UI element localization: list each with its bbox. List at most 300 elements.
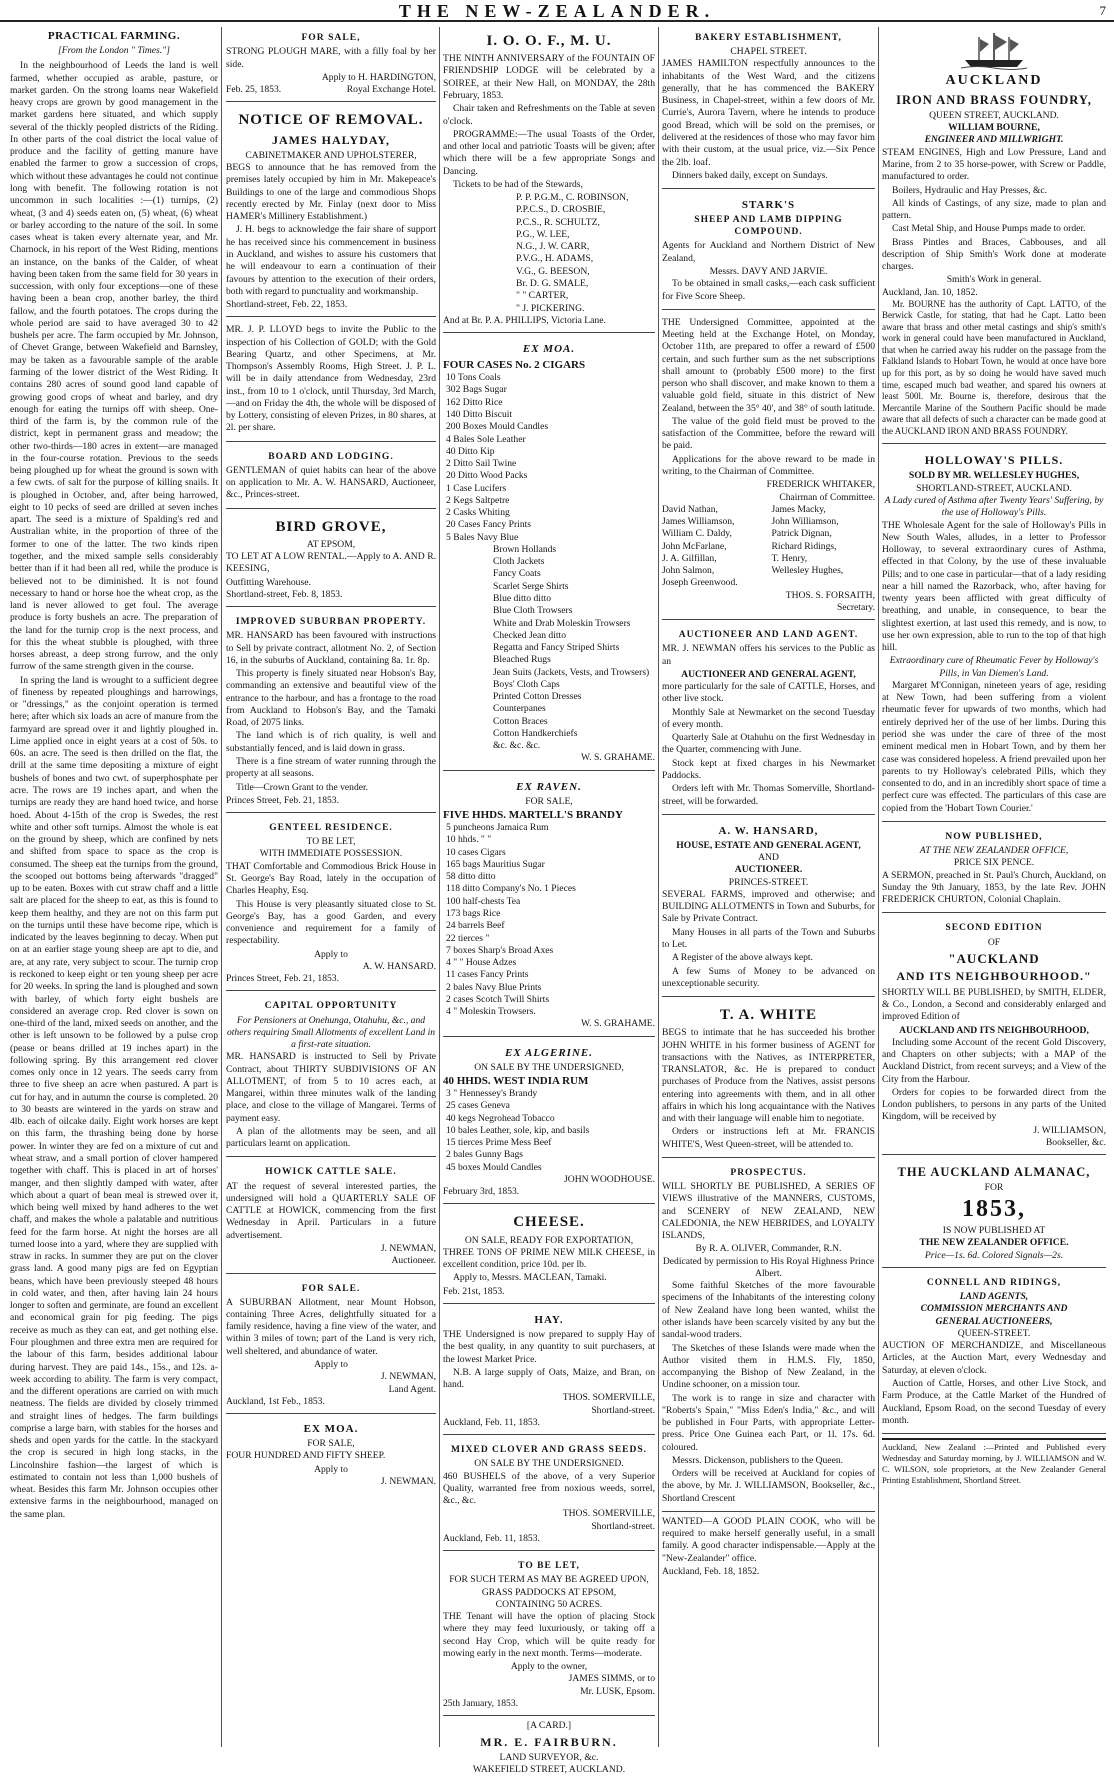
ad-name: JAMES HALYDAY, bbox=[271, 132, 391, 147]
cargo-list bbox=[443, 822, 655, 1018]
ad-text: Stock kept at fixed charges in his Newmarket Paddocks. bbox=[662, 757, 875, 781]
ad-text: SEVERAL FARMS, improved and otherwise; and BUILDING ALLOTMENTS in Town and Suburbs, for Sale by Private Contract. bbox=[662, 888, 875, 925]
list-item: Joseph Greenwood. bbox=[662, 577, 738, 589]
ad-text: A SERMON, preached in St. Paul's Church, Auckland, on Sunday the 9th January, 1853, by the late Rev. JOHN FREDERICK CHURTON, Colonial Chaplain. bbox=[882, 869, 1106, 906]
ad-signature: J. NEWMAN, bbox=[380, 1371, 436, 1383]
ad-signature: W. S. GRAHAME. bbox=[580, 752, 655, 764]
ad-subheading: QUEEN-STREET. bbox=[957, 1327, 1031, 1339]
ad-text: 460 BUSHELS of the above, of a very Superior Quality, warranted free from noxious weeds, sorrel, &c., &c. bbox=[443, 1470, 655, 1507]
ad-heading: FOR SALE. bbox=[301, 1283, 361, 1294]
ad-signature: A. W. HANSARD. bbox=[362, 960, 436, 972]
ad-heading: NOW PUBLISHED, bbox=[945, 831, 1043, 842]
ad-cheese bbox=[443, 1208, 655, 1304]
ad-subheading: LAND AGENTS, bbox=[959, 1291, 1029, 1303]
ad-text: Apply to, Messrs. MACLEAN, Tamaki. bbox=[453, 1272, 607, 1284]
ad-text: A few Sums of Money to be advanced on unexceptionable security. bbox=[662, 965, 875, 989]
list-item: 118 ditto Company's No. 1 Pieces bbox=[446, 883, 576, 895]
ad-text: MR. J. P. LLOYD begs to invite the Public to the inspection of his Collection of GOLD; with the Gold Bearing Quartz, and other Specimens, at Mr. Thompson's Assembly Rooms, High Street. J. P. L. will be in daily attendance from Wednesday, 23rd inst., from 10 to 1 o'clock, until Thursday, 3rd March,—and on Friday the 4th, the whole will be disposed of by Lottery, consisting of eleven Prizes, in 80 shares, at 2l. per share. bbox=[226, 324, 436, 434]
column-5 bbox=[882, 27, 1106, 1749]
ship-icon bbox=[959, 30, 1029, 70]
ad-apply: Apply to bbox=[314, 948, 348, 960]
ad-text: WILL SHORTLY BE PUBLISHED, A SERIES OF VIEWS illustrative of the MANNERS, CUSTOMS, and SCENERY of NEW ZEALAND, NEW CALEDONIA, the NEW HEBRIDES, and LOYALTY ISLANDS, bbox=[662, 1181, 875, 1242]
ad-heading: EX RAVEN. bbox=[516, 780, 582, 793]
list-item: 15 tierces Prime Mess Beef bbox=[446, 1137, 552, 1149]
ad-heading: HOWICK CATTLE SALE. bbox=[265, 1167, 397, 1178]
list-item: 20 Ditto Wood Packs bbox=[446, 470, 528, 482]
list-item: 100 half-chests Tea bbox=[446, 895, 521, 907]
ad-subheading: CHAPEL STREET. bbox=[730, 46, 807, 58]
ad-text: Auction of Cattle, Horses, and other Live Stock, and Farm Produce, at the Cattle Market of the Hundred of Auckland, Epsom Road, on the second Tuesday of every month. bbox=[882, 1378, 1106, 1426]
ad-signature-place: Shortland-street. bbox=[591, 1520, 655, 1532]
ad-ta-white bbox=[662, 1001, 875, 1158]
ad-subheading: PRINCES-STREET. bbox=[728, 876, 809, 888]
ad-text: All kinds of Castings, of any size, made to plan and pattern. bbox=[882, 197, 1106, 222]
ad-date: Auckland, Feb. 11, 1853. bbox=[443, 1416, 540, 1428]
ad-heading: [A CARD.] bbox=[526, 1720, 572, 1732]
list-item: Wellesley Hughes, bbox=[771, 565, 844, 577]
ad-heading: BIRD GROVE, bbox=[275, 518, 387, 535]
list-item: 40 kegs Negrohead Tobacco bbox=[446, 1112, 555, 1124]
list-item: 40 Ditto Kip bbox=[446, 445, 495, 457]
ad-subheading: FOR SALE, bbox=[307, 1438, 355, 1450]
list-item: 2 Casks Whiting bbox=[446, 507, 510, 519]
list-item: 10 cases Cigars bbox=[446, 846, 506, 858]
list-item: 11 cases Fancy Prints bbox=[446, 969, 529, 981]
ad-apply: Apply to the owner, bbox=[510, 1661, 588, 1673]
ad-signature-place: Shortland-street. bbox=[591, 1404, 655, 1416]
ad-text: STRONG PLOUGH MARE, with a filly foal by her side. bbox=[226, 46, 436, 70]
list-item: 24 barrels Beef bbox=[446, 920, 505, 932]
ad-text: The Sketches of these Islands were made when the Author visited them in H.M.S. Fly, 1850, accompanying the Bishop of New Zealand, in the Undine schooner, on a mission tour. bbox=[662, 1342, 875, 1391]
ad-heading: CHEESE. bbox=[513, 1214, 585, 1231]
list-item: Brown Hollands bbox=[493, 543, 557, 555]
ad-howick-cattle bbox=[226, 1161, 436, 1273]
ad-heading: PROSPECTUS. bbox=[730, 1167, 807, 1178]
ad-text: JAMES HAMILTON respectfully announces to the inhabitants of the West Ward, and the citizens generally, that he has commenced the BAKERY Business, in Chapel-street, within a few doors of Mr. Currie's, Aurora Tavern, where he intends to produce good Bread, which will be sold on the premises, or delivered at the residences of those who may favor him with their custom, at the usual price, viz.—Six Pence the 2lb. loaf. bbox=[662, 58, 875, 168]
ad-text: THREE TONS OF PRIME NEW MILK CHEESE, in excellent condition, price 10d. per lb. bbox=[443, 1246, 655, 1271]
ad-subheading: AT THE NEW ZEALANDER OFFICE, bbox=[919, 845, 1069, 857]
ad-heading: EX ALGERINE. bbox=[504, 1046, 593, 1059]
ad-text: WANTED—A GOOD PLAIN COOK, who will be required to make herself generally useful, in a small family. A good character indispensable.—Apply at the "New-Zealander" office. bbox=[662, 1515, 875, 1564]
list-item: 25 cases Geneva bbox=[446, 1100, 510, 1112]
list-item: P.P.C.S., D. CROSBIE, bbox=[516, 204, 606, 216]
list-item: 22 tierces " bbox=[446, 932, 490, 944]
ad-signature: JOHN WOODHOUSE. bbox=[564, 1173, 655, 1185]
ad-heading: SECOND EDITION bbox=[945, 923, 1043, 934]
ad-text: MR. HANSARD has been favoured with instructions to Sell by private contract, allotment No. 2, of Section 16, in the suburbs of Auckland, containing 8a. 1r. 8p. bbox=[226, 630, 436, 666]
list-item: White and Drab Moleskin Trowsers bbox=[493, 617, 631, 629]
list-item: James Macky, bbox=[771, 503, 826, 515]
list-item: 302 Bags Sugar bbox=[446, 384, 507, 396]
ad-subheading: QUEEN STREET, AUCKLAND. bbox=[929, 109, 1059, 121]
ad-heading: THE AUCKLAND ALMANAC, bbox=[897, 1165, 1091, 1180]
ad-heading: IMPROVED SUBURBAN PROPERTY. bbox=[235, 617, 427, 628]
list-item: T. Henry, bbox=[771, 552, 808, 564]
ad-text: more particularly for the sale of CATTLE, Horses, and other live stock. bbox=[662, 681, 875, 705]
list-item: Scarlet Serge Shirts bbox=[493, 580, 569, 592]
ad-text: Title—Crown Grant to the vender. bbox=[236, 781, 369, 793]
list-item: Patrick Dignan, bbox=[771, 528, 832, 540]
ad-text: Many Houses in all parts of the Town and Suburbs to Let. bbox=[662, 926, 875, 950]
ad-text: Messrs. DAVY AND JARVIE. bbox=[709, 266, 828, 277]
ad-year: 1853, bbox=[962, 1196, 1026, 1223]
ad-sheep bbox=[226, 1418, 436, 1488]
ad-heading: CONNELL AND RIDINGS, bbox=[926, 1278, 1062, 1288]
ad-heading: NOTICE OF REMOVAL. bbox=[238, 112, 424, 129]
ad-subheading: ON SALE, READY FOR EXPORTATION, bbox=[464, 1234, 634, 1246]
list-item: John Williamson, bbox=[771, 516, 839, 528]
cargo-list bbox=[443, 372, 655, 752]
ad-subheading: PRICE SIX PENCE. bbox=[953, 857, 1035, 869]
ad-text: BEGS to announce that he has removed from the premises lately occupied by him in Mr. Makepeace's Buildings to one of the large and commodious Shops recently erected by Mr. Finlay (next door to Miss HAMER's Millinery Establishment.) bbox=[226, 162, 436, 223]
ad-heading: TO BE LET, bbox=[518, 1561, 580, 1572]
list-item: 10 Tons Coals bbox=[446, 372, 501, 384]
column-rule bbox=[221, 27, 222, 1747]
ad-signature: J. NEWMAN, bbox=[380, 1242, 436, 1254]
ad-text: AUCTION OF MERCHANDIZE, and Miscellaneous Articles, at the Auction Mart, every Wednesday and Saturday, at eleven o'clock. bbox=[882, 1340, 1106, 1376]
ad-wanted-cook bbox=[662, 1516, 875, 1578]
ad-trade: LAND SURVEYOR, &c. bbox=[499, 1751, 599, 1763]
list-item: Blue Cloth Trowsers bbox=[493, 605, 573, 617]
ad-subheading: GENERAL AUCTIONEERS, bbox=[935, 1315, 1053, 1327]
list-item: Fancy Coats bbox=[493, 568, 541, 580]
ad-text: And at Br. P. A. PHILLIPS, Victoria Lane. bbox=[443, 314, 606, 326]
ad-text: FOUR CASES No. 2 CIGARS bbox=[443, 359, 586, 372]
column-3 bbox=[443, 27, 655, 1776]
list-item: David Nathan, bbox=[662, 503, 718, 515]
ad-text: A SUBURBAN Allotment, near Mount Hobson, containing Three Acres, delightfully situated for a family residence, having a fine view of the water, and within 3 miles of town; part of the Land is very rich, well sheltered, and abundance of water. bbox=[226, 1296, 436, 1357]
list-item: P.V.G., H. ADAMS, bbox=[516, 253, 594, 265]
ad-gold-collection bbox=[226, 321, 436, 441]
ad-gold-reward bbox=[662, 314, 875, 620]
ad-text: AUCKLAND AND ITS NEIGHBOURHOOD, bbox=[899, 1024, 1089, 1036]
list-item: 4 " " House Adzes bbox=[446, 957, 517, 969]
list-item: 162 Ditto Rice bbox=[446, 396, 503, 408]
ad-heading: HOLLOWAY'S PILLS. bbox=[924, 453, 1064, 468]
ad-heading: FOR SALE, bbox=[301, 32, 361, 43]
ad-text: THE Tenant will have the option of placing Stock where they may feed luxuriously, or taking off a second Hay Crop, which will be quite ready for mowing early in the next month. Terms—moderate. bbox=[443, 1611, 655, 1659]
ad-signature-role: Chairman of Committee. bbox=[779, 491, 875, 503]
list-item: 2 bales Navy Blue Prints bbox=[446, 981, 542, 993]
list-item: 140 Ditto Biscuit bbox=[446, 408, 513, 420]
ad-text: THE NINTH ANNIVERSARY of the FOUNTAIN OF FRIENDSHIP LODGE will be celebrated by a SOIREE, at their New Hall, on MONDAY, the 28th February, 1853. bbox=[443, 53, 655, 101]
ad-text: Boilers, Hydraulic and Hay Presses, &c. bbox=[892, 184, 1048, 196]
ad-bakery bbox=[662, 27, 875, 189]
ad-text: Monthly Sale at Newmarket on the second Tuesday of every month. bbox=[662, 706, 875, 730]
ad-subheading: AT EPSOM, bbox=[306, 538, 356, 550]
ad-text: Orders left with Mr. Thomas Somerville, Shortland-street, will be forwarded. bbox=[662, 783, 875, 807]
list-item: 1 Case Lucifers bbox=[446, 482, 507, 494]
ad-removal bbox=[226, 106, 436, 317]
ad-text: STEAM ENGINES, High and Low Pressure, Land and Marine, from 2 to 35 horse-power, with Screw or Paddle, manufactured to order. bbox=[882, 146, 1106, 183]
ad-signature-role: Secretary. bbox=[837, 601, 875, 613]
list-item: 165 bags Mauritius Sugar bbox=[446, 858, 545, 870]
list-item: P.C.S., R. SCHULTZ, bbox=[516, 216, 600, 228]
ad-text: SHORTLY WILL BE PUBLISHED, by SMITH, ELDER, & Co., London, a Second and considerably enlarged and improved Edition of bbox=[882, 986, 1106, 1023]
ad-text: Messrs. Dickenson, publishers to the Queen. bbox=[672, 1454, 844, 1466]
list-item: 5 Bales Navy Blue bbox=[446, 531, 519, 543]
ad-date: Feb. 21st, 1853. bbox=[443, 1285, 505, 1297]
list-item: Regatta and Fancy Striped Shirts bbox=[493, 642, 620, 654]
ad-date: 25th January, 1853. bbox=[443, 1697, 519, 1709]
list-item: 7 boxes Sharp's Broad Axes bbox=[446, 944, 554, 956]
ad-text: FOUR HUNDRED AND FIFTY SHEEP. bbox=[226, 1450, 386, 1462]
ad-text: N.B. A large supply of Oats, Maize, and Bran, on hand. bbox=[443, 1366, 655, 1391]
ad-text: AT the request of several interested parties, the undersigned will hold a QUARTERLY SALE OF CATTLE at HOWICK, commencing from the first Wednesday in April. Particulars in a future advertisement. bbox=[226, 1180, 436, 1241]
ad-text: BEGS to intimate that he has succeeded his brother JOHN WHITE in his former business of AGENT for transactions with the Natives, as INTERPRETER, TRANSLATOR, &c. He is prepared to conduct purchases of Produce from the Natives, assist persons entering into agreements with them, and in all other affairs in which his long acquaintance with the Natives and with their language will enable him to negotiate. bbox=[662, 1027, 875, 1125]
ad-signature: FREDERICK WHITAKER, bbox=[766, 479, 875, 491]
ad-almanac bbox=[882, 1159, 1106, 1268]
ad-heading: CAPITAL OPPORTUNITY bbox=[264, 1001, 398, 1012]
list-item: 3 " Hennessey's Brandy bbox=[446, 1088, 538, 1100]
cargo-list bbox=[443, 1088, 655, 1174]
list-item: Cotton Braces bbox=[493, 715, 548, 727]
ad-subheading: Extraordinary cure of Rheumatic Fever by Holloway's Pills, in Van Diemen's Land. bbox=[889, 655, 1099, 679]
ad-signature: Apply to H. HARDINGTON, bbox=[321, 71, 436, 83]
ad-text: The work is to range in size and character with "Roberts's Spain," "Miss Eden's India," &c., and will be published in Four Parts, with appropriate Letter-press. Price One Guinea each Part, or 1l. 17s. 6d. coloured. bbox=[662, 1392, 875, 1453]
ad-text: This House is very pleasantly situated close to St. George's Bay, has a good Garden, and every convenience and requirement for a family of respectability. bbox=[226, 898, 436, 947]
ad-apply: Apply to bbox=[314, 1358, 348, 1370]
list-item: N.G., J. W. CARR, bbox=[516, 241, 590, 253]
ad-subheading: AND bbox=[758, 852, 779, 864]
ad-text: By R. A. OLIVER, Commander, R.N. bbox=[695, 1243, 842, 1255]
ad-subheading: WITH IMMEDIATE POSSESSION. bbox=[259, 848, 403, 860]
ad-name: MR. E. FAIRBURN. bbox=[480, 1734, 618, 1749]
list-item: John Salmon, bbox=[662, 565, 715, 577]
ad-heading: HAY. bbox=[534, 1313, 564, 1326]
ad-subheading: SOLD BY MR. WELLESLEY HUGHES, bbox=[908, 470, 1080, 482]
list-item: V.G., G. BEESON, bbox=[516, 265, 590, 277]
ad-trade: ENGINEER AND MILLWRIGHT. bbox=[924, 134, 1064, 146]
list-item: Printed Cotton Dresses bbox=[493, 691, 582, 703]
list-item: 2 bales Gunny Bags bbox=[446, 1149, 524, 1161]
ad-signature: THOS. SOMERVILLE, bbox=[562, 1392, 655, 1404]
ad-text: Outfitting Warehouse. bbox=[226, 576, 311, 588]
ad-subheading: For Pensioners at Onehunga, Otahuhu, &c., and others requiring Small Allotments of excellent Land in a first-rate situation. bbox=[226, 1014, 436, 1051]
ad-text: GENTLEMAN of quiet habits can hear of the above on application to Mr. A. W. HANSARD, Auctioneer, &c., Princes-street. bbox=[226, 464, 436, 501]
ad-date: Auckland, Jan. 10, 1852. bbox=[882, 286, 978, 298]
ad-text: AUCTIONEER AND GENERAL AGENT, bbox=[681, 668, 856, 680]
imprint-text: Auckland, New Zealand :—Printed and Published every Wednesday and Saturday morning, by J. WILLIAMSON and W. C. WILSON, sole proprietors, at the New Zealander General Printing Establishment, Shortland Street. bbox=[882, 1442, 1106, 1485]
ad-text: Some faithful Sketches of the more favourable specimens of the Inhabitants of the interesting colony of New Zealand have long been wanted, whilst the other islands have been scarcely visited by any but the sandal-wood traders. bbox=[662, 1280, 875, 1341]
list-item: " J. PICKERING. bbox=[516, 302, 585, 314]
ad-signature: THOS. S. FORSAITH, bbox=[785, 589, 875, 601]
ad-holloways-pills bbox=[882, 448, 1106, 822]
article-heading: PRACTICAL FARMING. bbox=[47, 30, 181, 42]
ad-newman-auctioneer bbox=[662, 624, 875, 815]
ad-signature: JAMES SIMMS, or to bbox=[568, 1673, 655, 1685]
ad-apply: Apply to bbox=[314, 1463, 348, 1475]
ad-heading: GENTEEL RESIDENCE. bbox=[269, 823, 393, 834]
list-item: J. A. Gilfillan, bbox=[662, 552, 717, 564]
ad-text: THE Undersigned is now prepared to supply Hay of the best quality, in any quantity to suit purchasers, at the lowest Market Price. bbox=[443, 1329, 655, 1365]
ad-trade: CABINETMAKER AND UPHOLSTERER, bbox=[245, 149, 417, 161]
list-item: 2 Kegs Saltpetre bbox=[446, 494, 510, 506]
ad-subheading: COMMISSION MERCHANTS AND bbox=[920, 1303, 1068, 1315]
ad-name: WILLIAM BOURNE, bbox=[948, 122, 1040, 134]
ad-signature: THOS. SOMERVILLE, bbox=[562, 1508, 655, 1520]
ad-price: Price—1s. 6d. Colored Signals—2s. bbox=[924, 1249, 1064, 1261]
imprint bbox=[882, 1438, 1106, 1486]
ad-text: There is a fine stream of water running through the property at all seasons. bbox=[226, 756, 436, 780]
ad-text: A Register of the above always kept. bbox=[672, 952, 813, 964]
list-item: Cloth Jackets bbox=[493, 556, 545, 568]
ad-heading: EX MOA. bbox=[522, 343, 576, 356]
ad-text: Applications for the above reward to be made in writing, to the Chairman of Committee. bbox=[662, 453, 875, 477]
masthead bbox=[0, 0, 1114, 22]
ad-subheading: THE NEW ZEALANDER OFFICE. bbox=[919, 1237, 1069, 1249]
ad-auckland-book bbox=[882, 917, 1106, 1155]
ad-sermon bbox=[882, 826, 1106, 913]
ad-oddfellows bbox=[443, 27, 655, 333]
list-item: 173 bags Rice bbox=[446, 907, 501, 919]
list-item: Jean Suits (Jackets, Vests, and Trowsers) bbox=[493, 666, 650, 678]
ad-text: Smith's Work in general. bbox=[946, 274, 1042, 286]
list-item: William C. Daldy, bbox=[662, 528, 732, 540]
ad-grass-paddocks bbox=[443, 1555, 655, 1716]
list-item: 45 boxes Mould Candles bbox=[446, 1161, 542, 1173]
ad-date: Princes Street, Feb. 21, 1853. bbox=[226, 794, 339, 806]
list-item: Blue ditto ditto bbox=[493, 592, 552, 604]
ad-starks-dipping bbox=[662, 193, 875, 310]
ad-text: Tickets to be had of the Stewards, bbox=[453, 178, 583, 190]
ad-date: Feb. 25, 1853. bbox=[226, 84, 282, 96]
ad-heading: BOARD AND LODGING. bbox=[268, 451, 394, 462]
ad-subheading: SHORTLAND-STREET, AUCKLAND. bbox=[916, 482, 1072, 494]
ad-text: Agents for Auckland and Northern District of New Zealand, bbox=[662, 240, 875, 264]
ad-text: Mr. BOURNE has the authority of Capt. LATTO, of the Berwick Castle, for stating, that had he Capt. Latto been aware that brass and other metal castings and ship's smith's work in general could have been manufactured in Auckland, that when he carried away his rudder on the passage from the Falkland Islands to Hobart Town, he would at once have bore up for this port, as by so doing he would have saved much time, escaped much bad weather, and spared his owners at least 500l. Mr. Bourne is, therefore, desirous that the Mercantile Marine of the Southern Pacific should be made aware that all defects of such a character can be made good at the AUCKLAND IRON AND BRASS FOUNDRY. bbox=[882, 298, 1106, 436]
list-item: P. P. P.G.M., C. ROBINSON, bbox=[516, 192, 629, 204]
ad-subheading: GRASS PADDOCKS AT EPSOM, bbox=[481, 1586, 617, 1598]
ad-board-lodging bbox=[226, 446, 436, 509]
ad-heading: STARK'S bbox=[741, 199, 796, 212]
ad-date: Auckland, 1st Feb., 1853. bbox=[226, 1395, 325, 1407]
list-item: Boys' Cloth Caps bbox=[493, 678, 560, 690]
committee-members bbox=[662, 504, 875, 590]
ad-heading: IRON AND BRASS FOUNDRY, bbox=[896, 92, 1092, 107]
column-1 bbox=[10, 27, 218, 1749]
ad-subheading: FOR bbox=[984, 1182, 1004, 1194]
ad-capital-opportunity bbox=[226, 995, 436, 1157]
ad-text: Including some Account of the recent Gold Discovery, and Chapters on other subjects; with a MAP of the Auckland District, from recent surveys; and a View of the City from the Harbour. bbox=[882, 1036, 1106, 1085]
ad-ex-moa-cargo bbox=[443, 337, 655, 771]
ad-text: Dedicated by permission to His Royal Highness Prince Albert. bbox=[662, 1255, 875, 1279]
ad-text: Chair taken and Refreshments on the Table at seven o'clock. bbox=[443, 103, 655, 127]
ad-suburban-allotment bbox=[226, 1278, 436, 1415]
column-4 bbox=[662, 27, 875, 1749]
ad-address: WAKEFIELD STREET, AUCKLAND. bbox=[472, 1764, 626, 1776]
ad-heading: AND ITS NEIGHBOURHOOD." bbox=[896, 969, 1092, 984]
list-item: 20 Cases Fancy Prints bbox=[446, 519, 532, 531]
ad-text: PROGRAMME:—The usual Toasts of the Order, and other local and patriotic Toasts will be given; after which there will be a few appropriate Songs and Dancing. bbox=[443, 128, 655, 177]
ad-signature-role: Bookseller, &c. bbox=[1045, 1136, 1106, 1148]
ad-heading: A. W. HANSARD, bbox=[718, 824, 819, 837]
ad-bird-grove bbox=[226, 513, 436, 608]
ad-text: J. H. begs to acknowledge the fair share of support he has received since his commencement in business in Auckland, and wishes to assure his customers that he will endeavour to earn a continuation of their favours by attention to the execution of their orders, both with regard to punctuality and workmanship. bbox=[226, 224, 436, 297]
list-item: 5 puncheons Jamaica Rum bbox=[446, 822, 549, 834]
ad-subheading: IS NOW PUBLISHED AT bbox=[942, 1225, 1046, 1237]
ad-subheading: HOUSE, ESTATE AND GENERAL AGENT, bbox=[676, 839, 861, 851]
ad-prospectus bbox=[662, 1162, 875, 1512]
ad-heading: T. A. WHITE bbox=[719, 1007, 818, 1024]
ad-subheading: A Lady cured of Asthma after Twenty Years' Suffering, by the use of Holloway's Pills. bbox=[884, 494, 1104, 519]
ad-heading: MIXED CLOVER AND GRASS SEEDS. bbox=[450, 1445, 648, 1456]
list-item: John McFarlane, bbox=[662, 540, 727, 552]
ad-signature-role: Land Agent. bbox=[388, 1383, 436, 1395]
page-number: 7 bbox=[1099, 3, 1106, 18]
ad-signature: J. NEWMAN. bbox=[380, 1475, 436, 1487]
column-rule bbox=[878, 27, 879, 1747]
ad-place: Royal Exchange Hotel. bbox=[346, 84, 436, 96]
ad-heading: SHEEP AND LAMB DIPPING COMPOUND. bbox=[694, 215, 843, 238]
ad-date: Auckland, Feb. 11, 1853. bbox=[443, 1532, 540, 1544]
ad-signature-role: Auctioneer. bbox=[391, 1255, 436, 1267]
ad-text: The value of the gold field must be proved to the satisfaction of the Committee, before the reward will be paid. bbox=[662, 415, 875, 452]
ad-text: Dinners baked daily, except on Sundays. bbox=[672, 169, 828, 181]
ad-heading: AUCKLAND bbox=[945, 73, 1043, 88]
ad-text: Brass Pintles and Braces, Cabbouses, and all description of Ship Smith's Work done at moderate charges. bbox=[882, 236, 1106, 273]
ad-ex-raven bbox=[443, 775, 655, 1037]
list-item: Richard Ridings, bbox=[771, 540, 837, 552]
ad-heading: AUCTIONEER AND LAND AGENT. bbox=[678, 630, 859, 641]
ad-subheading: OF bbox=[987, 936, 1001, 948]
list-item: &c. &c. &c. bbox=[493, 740, 541, 752]
stewards-list bbox=[443, 192, 655, 315]
ad-text: The land which is of rich quality, is well and substantially fenced, and is laid down in grass. bbox=[226, 730, 436, 754]
article-paragraph: In spring the land is wrought to a sufficient degree of fineness by repeated ploughings and harrowings, or "dressings," as the conjoint operation is termed here; after which six loads an acre of manure from the farmyard are spread over it and lightly ploughed in. Lime applied once in eight years at a cost of 50s. to 60s. an acre. The seed is then drilled on the flat, the drill at the same time depositing a mixture of eight bushels of bones and two cwt. of superphosphate per acre. The rows are 19 inches apart, and when the turnips are ready they are hand hoed twice, and horse hoed. About 4-15th of the crop is Swedes, the rest white and other soft turnips. Almost the whole is eat on the ground by sheep, which are confined by nets and shifted from space to space as the crop is consumed. The sheep eat the turnips from the ground, the scooped out bottoms being afterwards "dragged" up to be eaten. Boxes with cut straw chaff and a little salt are placed for the sheep to eat, as this is found to keep them healthy, and they are not on this farm put on the turnips until these have become ripe, which is indicated by the leaves beginning to decay. When put on at an earlier stage young sheep are apt to die, and are, at any rate, very subject to scour. The turnip crop is reckoned to keep eight or ten young sheep per acre for 20 weeks. In spring the land is ploughed and sown with barley, of which forty eight bushels are considered an average crop. Red clover is sown on one-third of the land, mixed seeds on another, and the other is left unsown to be followed by a pulse crop (pease or beans drilled at 19 inches apart) in the following spring. By this arrangement red clover comes only once in 12 years. The seeds carry from three to five sheep an acre when pastured. A part is cut for hay, and in autumn the course is completed. 20 to 30 beasts are wintered in the yards on straw and 4lb. each of oilcake daily. Eight work horses are kept on this farm, the thrashing being done by horse power. In winter they are fed on a mixture of cut and wheat straw, and a small portion of clover hampered together with chaff. This is placed in art of horses' manger, and then slightly damped with water, after which about a quart of bean meal is strewed over it, which being well mixed by hand adheres to the wet chaff, and makes the whole a palatable and nutritious feed for the farm horse. At night the horses are all turned loose into a yard, where they are supplied with straw in racks. In summer they are put on the clover grass land. A good many pigs are fed on Egyptian beans, which have been previously steeped 48 hours in cold water, and then, after having lain 24 hours longer to soften and germinate, are found an excellent and economical grain for pig feeding. The pigs receive as much as they can eat, and get nothing else. Four ploughmen and three extra men are required for the labour of this farm, besides additional labour during harvest. They are paid 14s., 15s., and 12s. a-week according to ability. The farm is very compact, and the different operations are carried on with much neatness. The fields are divided by closely trimmed and straight lines of hedges. The farm buildings comprise a large barn, with stables for the horses and sheds and open yards for the cattle. In the stackyard the crop is secured in high long stacks, in the Lincolnshire fashion—the largest of which is estimated to contain not less than 1,000 bushels of wheat. Besides this farm Mr. Johnson occupies other extensive farms in the neighbourhood, managed on the same plan. bbox=[10, 674, 218, 1520]
ad-hay bbox=[443, 1308, 655, 1435]
ad-text: THAT Comfortable and Commodious Brick House in St. George's Bay Road, lately in the occupation of Charles Heaphy, Esq. bbox=[226, 860, 436, 897]
ad-date: Shortland-street, Feb. 22, 1853. bbox=[226, 299, 348, 311]
ad-clover-seeds bbox=[443, 1439, 655, 1551]
list-item: 10 bales Leather, sole, kip, and basils bbox=[446, 1124, 590, 1136]
ad-heading: EX MOA. bbox=[303, 1423, 359, 1436]
ad-card-fairburn bbox=[443, 1720, 655, 1776]
article-source: [From the London " Times."] bbox=[58, 45, 170, 57]
ad-heading: "AUCKLAND bbox=[948, 950, 1040, 966]
ad-text: A plan of the allotments may be seen, and all particulars learnt on application. bbox=[226, 1125, 436, 1150]
column-2 bbox=[226, 27, 436, 1749]
ad-text: Cast Metal Ship, and House Pumps made to order. bbox=[892, 223, 1086, 235]
list-item: James Williamson, bbox=[662, 516, 735, 528]
ad-text: This property is finely situated near Hobson's Bay, commanding an extensive and beautiful view of the entrance to the harbour, and has a frontage to the road from Auckland to Hobson's Bay, and the Tamaki Road, of 2075 links. bbox=[226, 668, 436, 729]
ad-signature: J. WILLIAMSON, bbox=[1033, 1124, 1106, 1136]
ad-subheading: ON SALE BY THE UNDERSIGNED, bbox=[474, 1061, 624, 1073]
ad-subheading: FOR SUCH TERM AS MAY BE AGREED UPON, bbox=[449, 1574, 649, 1586]
list-item: 4 Bales Sole Leather bbox=[446, 433, 526, 445]
ad-subheading: CONTAINING 50 ACRES. bbox=[495, 1598, 603, 1610]
ad-signature: Mr. LUSK, Epsom. bbox=[580, 1685, 655, 1697]
newspaper-title: THE NEW-ZEALANDER. bbox=[398, 1, 716, 21]
ad-date: February 3rd, 1853. bbox=[443, 1186, 520, 1198]
ad-text: To be obtained in small casks,—each cask sufficient for Five Score Sheep. bbox=[662, 278, 875, 302]
ad-text: Orders will be received at Auckland for copies of the above, by Mr. J. WILLIAMSON, Bookseller, &c., Shortland Crescent bbox=[662, 1468, 875, 1504]
ad-date: Auckland, Feb. 18, 1852. bbox=[662, 1566, 760, 1578]
ad-date: Shortland-street, Feb. 8, 1853. bbox=[226, 588, 343, 600]
ad-text: Quarterly Sale at Otahuhu on the first Wednesday in the Quarter, commencing with June. bbox=[662, 732, 875, 756]
list-item: Counterpanes bbox=[493, 703, 546, 715]
ad-heading: BAKERY ESTABLISHMENT, bbox=[695, 33, 842, 43]
ad-connell-ridings bbox=[882, 1272, 1106, 1434]
ad-subheading: AUCTIONEER. bbox=[734, 864, 803, 876]
ad-text: THE Undersigned Committee, appointed at the Meeting held at the Exchange Hotel, on Monday, October 11th, are prepared to offer a reward of £500 certain, and such further sum as the net subscriptions shall amount to (probably £500 more) to the first person who shall discover, and make known to them a valuable gold field, situate in this district of New Zealand, between the 35° 40', and 38° of south latitude. bbox=[662, 316, 875, 414]
list-item: P.G., W. LEE, bbox=[516, 228, 570, 240]
ad-hansard-agent bbox=[662, 819, 875, 997]
ad-iron-foundry bbox=[882, 27, 1106, 444]
ad-subheading: TO BE LET, bbox=[306, 836, 356, 848]
column-rule bbox=[658, 27, 659, 1747]
article-paragraph: In the neighbourhood of Leeds the land is well farmed, whether occupied as arable, pasture, or market garden. On the strong loams near Wakefield heavy crops are grown by good management in the market gardens here situated, and which supply several of the thickly peopled districts of the Riding. In other parts of the coal district the local value of produce and the facility of getting manure have enabled the farmer to grow a succession of crops, which without these advantages he could not continue long with benefit. The following rotation is not uncommon in such localities :—(1) turnips, (2) wheat, (3 and 4) seeds eaten on, (5) wheat, (6) wheat or barley according to the nature of the soil. In some cases wheat is taken every alternate year, and Mr. Charnock, in his report of the West Riding, mentions an instance, on the banks of the Calder, of wheat having been taken from the same field for 30 years in succession, with only four exceptions—one of these having been a bean crop, another barley, the third fallow, and the fourth potatoes. The crops during the whole period are said to have averaged 30 to 42 bushels per acre. The farm occupied by Mr. Johnson, of Chevet Grange, between Wakefield and Barnsley, may be taken as a favourable sample of the arable farming of the lower district of the West Riding. It contains 280 acres of sound good land capable of growing good crops of wheat and barley, and dry enough for eating the turnips off with sheep. One-third of the farm is, by the common rule of the district, kept in permanent grass and meadow; the other two-thirds—180 acres in extent—are managed in the four-course rotation. Previous to the seeds being ploughed up for wheat the ground is sown with a few cwts. of salt for the purpose of killing snails. It is ploughed in October, and, after being harrowed, eight to 10 pecks of seed are drilled at seven inches apart. The seed is a mixture of Spalding's red and Australian white, in the proportion of three of the former to one of the latter. The two kinds ripen together, and the mixed sample sells considerably better than if it had been all red, while the produce is believed not to be diminished. It is not found necessary to hand or horse hoe the wheat crop, as the land is never allowed to get foul. The average produce is forty bushels an acre. The preparation of the land for the turnip crop is the next process, and for this the wheat stubble is ploughed, with three horses abreast, a deep strong furrow, and the only furrow of the same strength given in the course. bbox=[10, 60, 218, 673]
